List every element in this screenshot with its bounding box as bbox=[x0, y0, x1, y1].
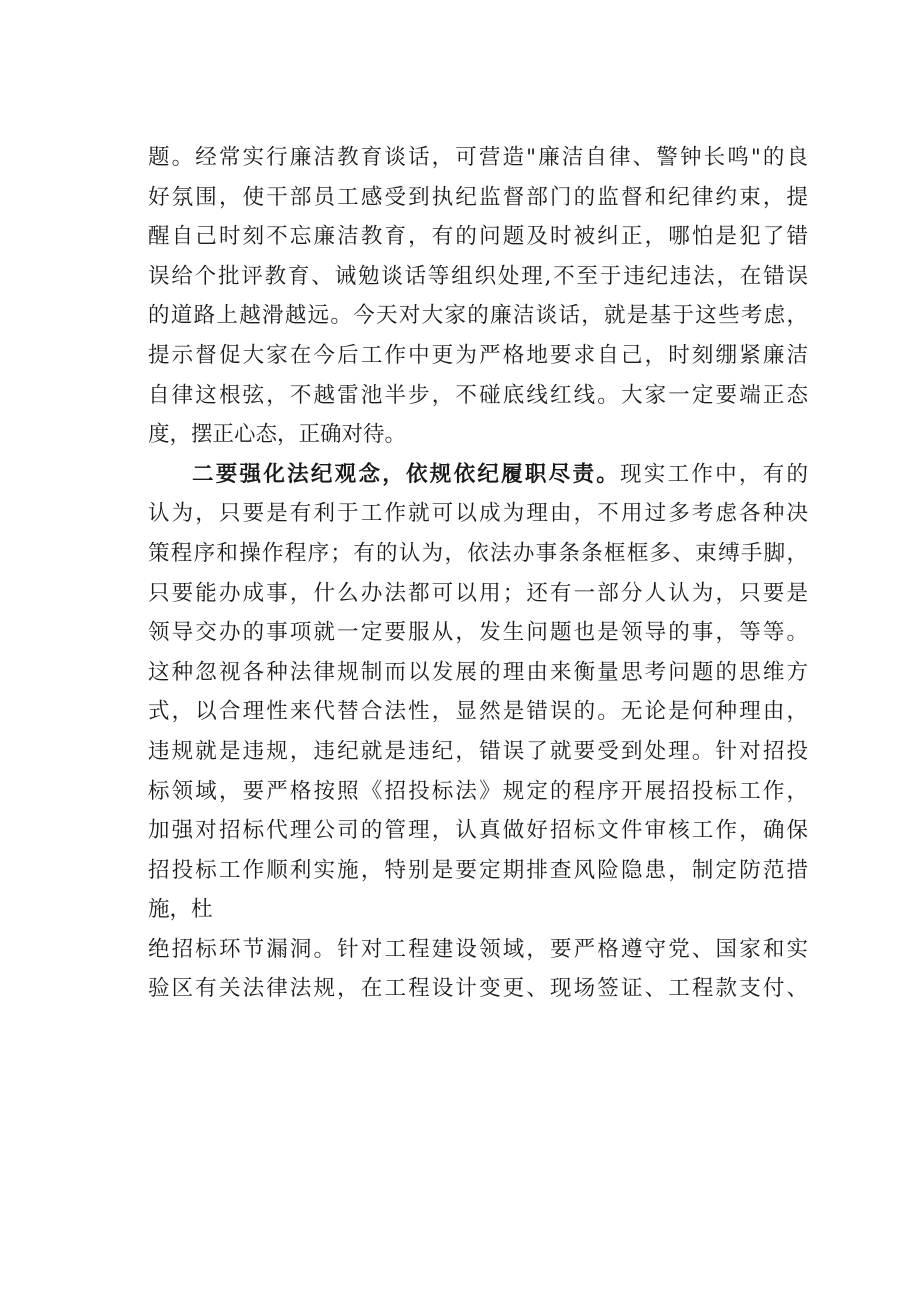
text-line: 提示督促大家在今后工作中更为严格地要求自己，时刻绷紧廉洁 bbox=[148, 342, 808, 368]
text-line: 施，杜 bbox=[148, 897, 213, 923]
text-line: 题。经常实行廉洁教育谈话，可营造"廉洁自律、警钟长鸣"的良 bbox=[148, 145, 808, 170]
text-line: 认为，只要是有利于工作就可以成为理由，不用过多考虑各种决 bbox=[148, 501, 808, 527]
paragraph-1 bbox=[148, 138, 808, 455]
heading-continuation: 现实工作中，有的 bbox=[620, 461, 808, 487]
text-line: 误给个批评教育、诫勉谈话等组织处理,不至于违纪违法，在错误 bbox=[148, 263, 808, 289]
text-line: 违规就是违规，违纪就是违纪，错误了就要受到处理。针对招投 bbox=[148, 738, 808, 764]
text-line: 策程序和操作程序；有的认为，依法办事条条框框多、束缚手脚， bbox=[148, 540, 808, 566]
text-line: 好氛围，使干部员工感受到执纪监督部门的监督和纪律约束，提 bbox=[148, 184, 808, 210]
text-line: 绝招标环节漏洞。针对工程建设领域，要严格遵守党、国家和实 bbox=[148, 936, 808, 962]
document-body bbox=[148, 138, 808, 1009]
text-line: 标领域，要严格按照《招投标法》规定的程序开展招投标工作， bbox=[148, 778, 808, 804]
paragraph-first-line bbox=[148, 455, 808, 495]
text-line: 招投标工作顺利实施，特别是要定期排查风险隐患，制定防范措 bbox=[148, 857, 808, 883]
text-line: 只要能办成事，什么办法都可以用；还有一部分人认为，只要是 bbox=[148, 580, 808, 606]
text-line: 这种忽视各种法律规制而以发展的理由来衡量思考问题的思维方 bbox=[148, 659, 808, 685]
section-heading: 二要强化法纪观念，依规依纪履职尽责。 bbox=[192, 461, 621, 487]
text-line: 验区有关法律法规，在工程设计变更、现场签证、工程款支付、 bbox=[148, 976, 808, 1002]
text-line: 领导交办的事项就一定要服从，发生问题也是领导的事，等等。 bbox=[148, 620, 808, 646]
text-line: 度，摆正心态，正确对待。 bbox=[148, 422, 407, 448]
text-line: 式，以合理性来代替合法性，显然是错误的。无论是何种理由， bbox=[148, 699, 808, 725]
text-line: 自律这根弦，不越雷池半步，不碰底线红线。大家一定要端正态 bbox=[148, 382, 808, 408]
text-line: 的道路上越滑越远。今天对大家的廉洁谈话，就是基于这些考虑， bbox=[148, 303, 808, 329]
paragraph-2 bbox=[148, 455, 808, 1009]
text-line: 醒自己时刻不忘廉洁教育，有的问题及时被纠正，哪怕是犯了错 bbox=[148, 224, 808, 250]
text-line: 加强对招标代理公司的管理，认真做好招标文件审核工作，确保 bbox=[148, 818, 808, 844]
